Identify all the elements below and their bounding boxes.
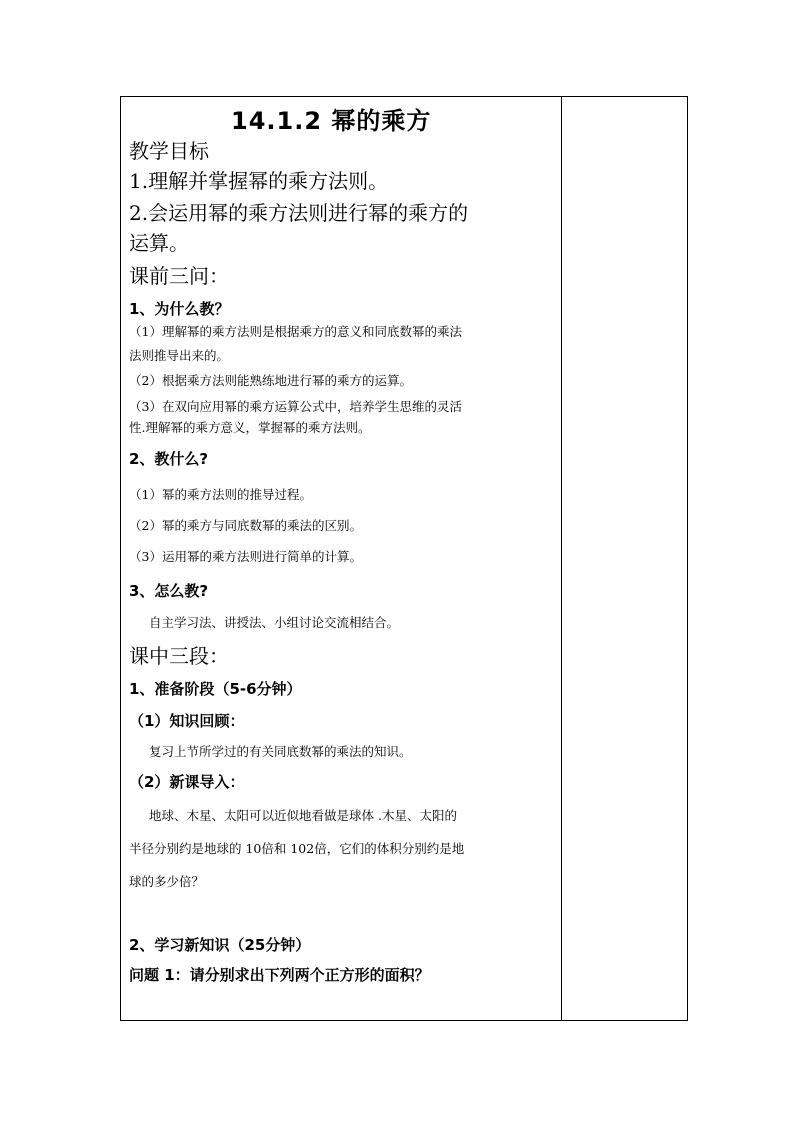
- notes-column: [561, 97, 562, 1020]
- intro-line-2: 半径分别约是地球的 10倍和 102倍，它们的体积分别约是地: [129, 841, 465, 856]
- page-title: 14.1.2 幂的乘方: [231, 107, 432, 135]
- question-1-heading: 1、为什么教？: [129, 300, 230, 318]
- stage-1-heading: 1、准备阶段（5-6分钟）: [129, 680, 302, 698]
- lesson-plan-table: [120, 96, 688, 1021]
- question-2-heading: 2、教什么?: [129, 450, 209, 468]
- q1-point-1-line-1: （1）理解幂的乘方法则是根据乘方的意义和同底数幂的乘法: [129, 324, 462, 339]
- intro-heading: （2）新课导入：: [129, 773, 245, 791]
- in-class-heading: 课中三段：: [129, 644, 229, 668]
- q1-point-2: （2）根据乘方法则能熟练地进行幂的乘方的运算。: [129, 373, 412, 388]
- stage-2-heading: 2、学习新知识（25分钟）: [129, 936, 311, 954]
- q1-point-3-line-1: （3）在双向应用幂的乘方运算公式中，培养学生思维的灵活: [129, 399, 462, 414]
- objective-item-1: 1.理解并掌握幂的乘方法则。: [129, 169, 389, 193]
- q2-point-1: （1）幂的乘方法则的推导过程。: [129, 487, 312, 502]
- objective-item-2-line-1: 2.会运用幂的乘方法则进行幂的乘方的: [129, 201, 469, 225]
- intro-line-3: 球的多少倍？: [129, 874, 205, 889]
- q2-point-3: （3）运用幂的乘方法则进行简单的计算。: [129, 549, 362, 564]
- intro-line-1: 地球、木星、太阳可以近似地看做是球体 .木星、太阳的: [149, 808, 457, 823]
- q1-point-1-line-2: 法则推导出来的。: [129, 348, 230, 363]
- q2-point-2: （2）幂的乘方与同底数幂的乘法的区别。: [129, 518, 362, 533]
- review-text: 复习上节所学过的有关同底数幂的乘法的知识。: [149, 744, 412, 759]
- question-3-heading: 3、怎么教?: [129, 582, 209, 600]
- q3-method: 自主学习法、讲授法、小组讨论交流相结合。: [149, 615, 400, 630]
- problem-1: 问题 1：请分别求出下列两个正方形的面积？: [129, 966, 430, 984]
- objective-item-2-line-2: 运算。: [129, 231, 189, 255]
- pre-class-heading: 课前三问：: [129, 264, 229, 288]
- review-heading: （1）知识回顾：: [129, 712, 245, 730]
- q1-point-3-line-2: 性.理解幂的乘方意义，掌握幂的乘方法则。: [129, 420, 371, 435]
- objectives-heading: 教学目标: [129, 139, 209, 163]
